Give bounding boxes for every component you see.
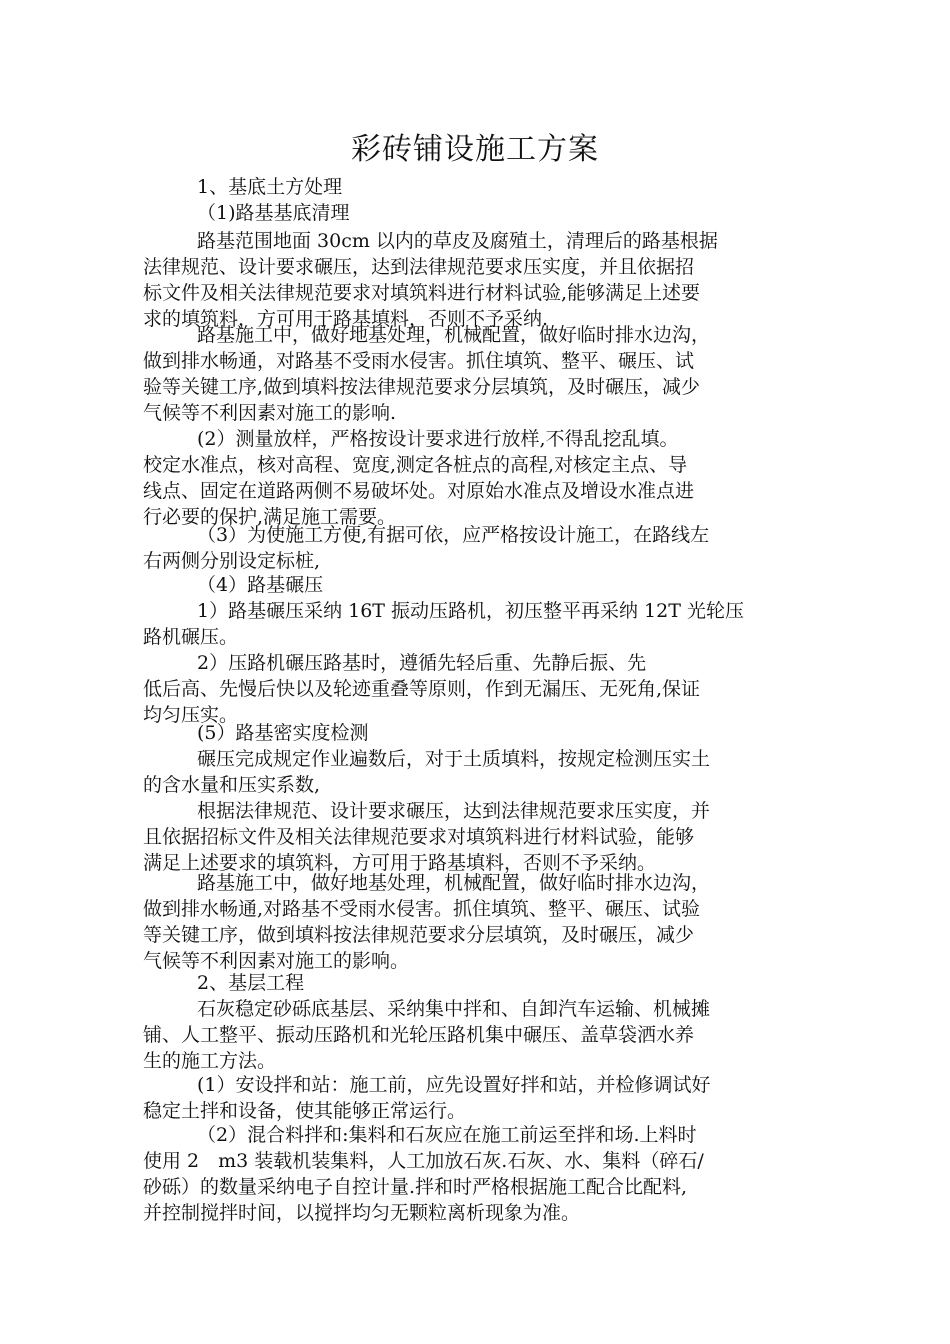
paragraph-line: 生的施工方法。 (143, 1050, 277, 1072)
paragraph-line: 使用 2 m3 装载机装集料，人工加放石灰.石灰、水、集料（碎石/ (143, 1150, 704, 1172)
paragraph-line: 做到排水畅通，对路基不受雨水侵害。抓住填筑、整平、碾压、试 (143, 350, 695, 372)
paragraph-line: 线点、固定在道路两侧不易破坏处。对原始水准点及增设水准点进 (143, 480, 695, 502)
paragraph-line: (1）安设拌和站：施工前，应先设置好拌和站，并检修调试好 (197, 1074, 711, 1096)
paragraph-line: (2）测量放样，严格按设计要求进行放样,不得乱挖乱填。 (197, 428, 679, 450)
paragraph-line: 行必要的保护,满足施工需要。 (143, 506, 397, 528)
paragraph-line: 等关键工序，做到填料按法律规范要求分层填筑，及时碾压，减少 (143, 924, 695, 946)
paragraph-line: 均匀压实。 (143, 704, 239, 726)
paragraph-line: （3）为使施工方便,有据可依，应严格按设计施工，在路线左 (197, 524, 710, 546)
paragraph-line: 铺、人工整平、振动压路机和光轮压路机集中碾压、盖草袋洒水养 (143, 1024, 695, 1046)
subsection-heading: （4）路基碾压 (197, 574, 324, 596)
paragraph-line: 砂砾）的数量采纳电子自控计量.拌和时严格根据施工配合比配料, (143, 1176, 688, 1198)
paragraph-line: 稳定土拌和设备，使其能够正常运行。 (143, 1100, 467, 1122)
paragraph-line: 根据法律规范、设计要求碾压，达到法律规范要求压实度，并 (197, 800, 711, 822)
paragraph-line: 求的填筑料，方可用于路基填料，否则不予采纳. (143, 308, 549, 330)
paragraph-line: 满足上述要求的填筑料，方可用于路基填料，否则不予采纳。 (143, 852, 657, 874)
paragraph-line: 路基施工中，做好地基处理，机械配置，做好临时排水边沟， (197, 324, 711, 346)
paragraph-line: 标文件及相关法律规范要求对填筑料进行材料试验,能够满足上述要 (143, 282, 701, 304)
paragraph-line: 石灰稳定砂砾底基层、采纳集中拌和、自卸汽车运输、机械摊 (197, 998, 711, 1020)
paragraph-line: （2）混合料拌和:集料和石灰应在施工前运至拌和场.上料时 (197, 1124, 697, 1146)
subsection-heading: (5）路基密实度检测 (197, 722, 369, 744)
paragraph-line: 右两侧分别设定标桩, (143, 550, 321, 572)
paragraph-line: 校定水准点，核对高程、宽度,测定各桩点的高程,对核定主点、导 (143, 454, 688, 476)
paragraph-line: 法律规范、设计要求碾压，达到法律规范要求压实度，并且依据招 (143, 256, 695, 278)
section-heading-1: 1、基底土方处理 (197, 176, 343, 198)
paragraph-line: 路基范围地面 30cm 以内的草皮及腐殖土，清理后的路基根据 (197, 230, 718, 252)
paragraph-line: 并控制搅拌时间，以搅拌均匀无颗粒离析现象为准。 (143, 1202, 581, 1224)
subsection-heading: （1)路基基底清理 (197, 202, 350, 224)
paragraph-line: 1）路基碾压采纳 16T 振动压路机，初压整平再采纳 12T 光轮压 (197, 600, 744, 622)
paragraph-line: 路基施工中，做好地基处理，机械配置，做好临时排水边沟， (197, 872, 711, 894)
section-heading-2: 2、基层工程 (197, 972, 305, 994)
paragraph-line: 且依据招标文件及相关法律规范要求对填筑料进行材料试验，能够 (143, 826, 695, 848)
paragraph-line: 低后高、先慢后快以及轮迹重叠等原则，作到无漏压、无死角,保证 (143, 678, 701, 700)
document-title: 彩砖铺设施工方案 (351, 132, 599, 167)
paragraph-line: 2）压路机碾压路基时，遵循先轻后重、先静后振、先 (197, 652, 647, 674)
paragraph-line: 气候等不利因素对施工的影响。 (143, 950, 410, 972)
paragraph-line: 验等关键工序,做到填料按法律规范要求分层填筑，及时碾压，减少 (143, 376, 701, 398)
paragraph-line: 的含水量和压实系数, (143, 774, 321, 796)
paragraph-line: 气候等不利因素对施工的影响. (143, 402, 397, 424)
paragraph-line: 碾压完成规定作业遍数后，对于土质填料，按规定检测压实土 (197, 748, 711, 770)
paragraph-line: 路机碾压。 (143, 626, 239, 648)
paragraph-line: 做到排水畅通,对路基不受雨水侵害。抓住填筑、整平、碾压、试验 (143, 898, 701, 920)
